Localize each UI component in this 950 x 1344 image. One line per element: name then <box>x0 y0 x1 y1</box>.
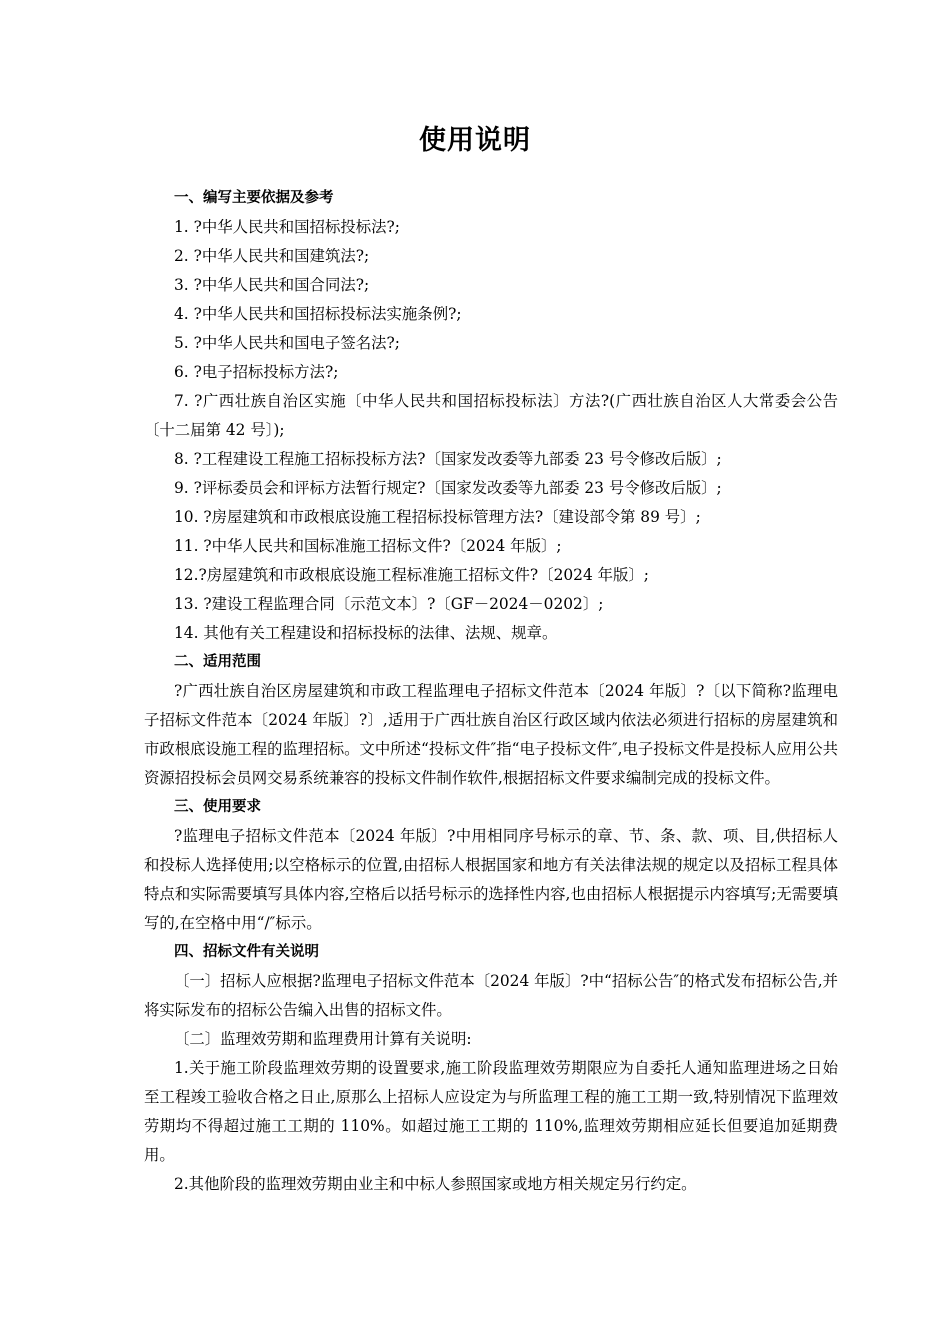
list-item: 8. ?工程建设工程施工招标投标方法?〔国家发改委等九部委 23 号令修改后版〕; <box>174 450 722 468</box>
section-heading-notes: 四、招标文件有关说明 <box>174 944 319 960</box>
scope-paragraph: ?广西壮族自治区房屋建筑和市政工程监理电子招标文件范本〔2024 年版〕?〔以下简称?监理电子招标文件范本〔2024 年版〕?〕,适用于广西壮族自治区行政区域内依法必须进行招标的房屋建筑和市政根底设施工程的监理招标。文中所述“投标文件″指“电子投标文件″,电子投标文件是投标人应用公共资源招投标会员网交易系统兼容的投标文件制作软件,根据招标文件要求编制完成的投标文件。 <box>144 682 838 787</box>
requirements-paragraph: ?监理电子招标文件范本〔2024 年版〕?中用相同序号标示的章、节、条、款、项、目,供招标人和投标人选择使用;以空格标示的位置,由招标人根据国家和地方有关法律法规的规定以及招标工程具体特点和实际需要填写具体内容,空格后以括号标示的选择性内容,也由招标人根据提示内容填写;无需要填写的,在空格中用“/″标示。 <box>144 827 838 932</box>
section-heading-scope: 二、适用范围 <box>174 654 261 670</box>
list-item: 9. ?评标委员会和评标方法暂行规定?〔国家发改委等九部委 23 号令修改后版〕; <box>174 479 722 497</box>
notes-paragraph-2: 〔二〕监理效劳期和监理费用计算有关说明: <box>174 1030 472 1048</box>
list-item: 11. ?中华人民共和国标准施工招标文件?〔2024 年版〕; <box>174 537 562 555</box>
list-item: 5. ?中华人民共和国电子签名法?; <box>174 334 400 352</box>
list-item: 1. ?中华人民共和国招标投标法?; <box>174 218 400 236</box>
section-heading-basis: 一、编写主要依据及参考 <box>174 190 334 206</box>
list-item: 10. ?房屋建筑和市政根底设施工程招标投标管理方法?〔建设部令第 89 号〕; <box>174 508 701 526</box>
page-title: 使用说明 <box>419 125 531 156</box>
list-item: 4. ?中华人民共和国招标投标法实施条例?; <box>174 305 462 323</box>
list-item: 6. ?电子招标投标方法?; <box>174 363 339 381</box>
list-item: 14. 其他有关工程建设和招标投标的法律、法规、规章。 <box>174 624 558 642</box>
list-item: 13. ?建设工程监理合同〔示范文本〕?〔GF－2024－0202〕; <box>174 595 604 613</box>
notes-paragraph-4: 2.其他阶段的监理效劳期由业主和中标人参照国家或地方相关规定另行约定。 <box>174 1175 697 1193</box>
section-heading-requirements: 三、使用要求 <box>174 799 261 815</box>
list-item: 12.?房屋建筑和市政根底设施工程标准施工招标文件?〔2024 年版〕; <box>174 566 649 584</box>
list-item: 2. ?中华人民共和国建筑法?; <box>174 247 370 265</box>
notes-paragraph-3: 1.关于施工阶段监理效劳期的设置要求,施工阶段监理效劳期限应为自委托人通知监理进场之日始至工程竣工验收合格之日止,原那么上招标人应设定为与所监理工程的施工工期一致,特别情况下监理效劳期均不得超过施工工期的 110%。如超过施工工期的 110%,监理效劳期相应延长但要追加延期费用。 <box>144 1059 838 1164</box>
list-item: 7. ?广西壮族自治区实施〔中华人民共和国招标投标法〕方法?(广西壮族自治区人大常委会公告〔十二届第 42 号〕); <box>144 392 838 439</box>
document-body <box>144 184 838 1199</box>
notes-paragraph-1: 〔一〕招标人应根据?监理电子招标文件范本〔2024 年版〕?中“招标公告″的格式发布招标公告,并将实际发布的招标公告编入出售的招标文件。 <box>144 972 838 1019</box>
list-item: 3. ?中华人民共和国合同法?; <box>174 276 370 294</box>
